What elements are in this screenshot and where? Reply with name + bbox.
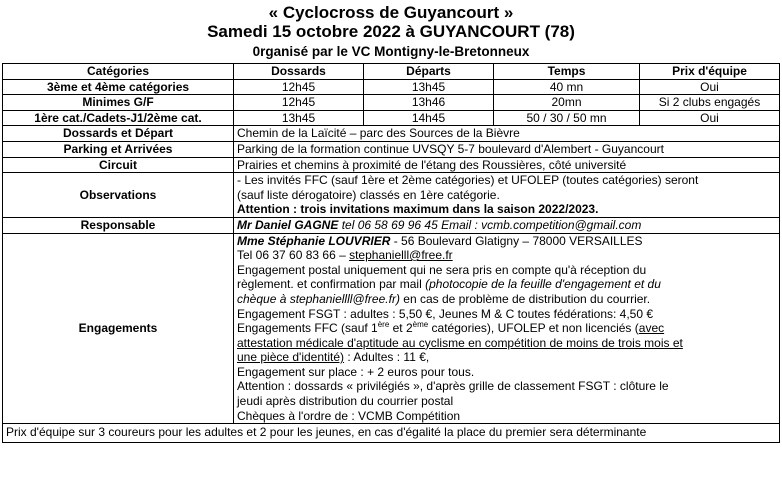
responsable-label: Responsable [3,217,234,233]
info-row-dossards [3,126,780,142]
ffc-text: catégories), UFOLEP et non licenciés ( [428,321,639,336]
row-category: Minimes G/F [3,95,234,111]
ffc-sup: ème [412,320,429,330]
engagements-contact [237,234,776,249]
footer-note: Prix d'équipe sur 3 coureurs pour les adultes et 2 pour les jeunes, en cas d'égalité la place du premier sera déterminante [3,424,780,443]
ffc-text: et 2 [389,321,413,336]
dossards-label: Dossards et Départ [3,126,234,142]
engagements-postal-text: en cas de problème de distribution du courrier. [399,291,651,306]
parking-label: Parking et Arrivées [3,141,234,157]
row-category: 3ème et 4ème catégories [3,79,234,95]
row-prix: Oui [640,79,780,95]
engagements-phone [237,248,776,263]
col-header-temps: Temps [494,64,640,80]
engagements-address: - 56 Boulevard Glatigny – 78000 VERSAILLES [390,233,643,248]
info-row-parking [3,141,780,157]
engagements-label: Engagements [3,233,234,424]
responsable-contact: tel 06 58 69 96 45 Email : vcmb.competition@gmail.com [338,217,642,232]
engagements-email-link[interactable]: stephanielll@free.fr [349,248,453,263]
table-header-row [3,64,780,80]
engagements-place: Engagement sur place : + 2 euros pour tous. [237,364,475,379]
row-temps: 40 mn [494,79,640,95]
row-prix: Si 2 clubs engagés [640,95,780,111]
engagements-cheques: Chèques à l'ordre de : VCMB Compétition [237,408,461,423]
info-row-responsable [3,217,780,233]
ffc-sup: ère [377,320,390,330]
circuit-label: Circuit [3,157,234,173]
col-header-prix: Prix d'équipe [640,64,780,80]
engagements-postal-text: règlement. et confirmation par mail [237,277,426,292]
parking-value: Parking de la formation continue UVSQY 5-7 boulevard d'Alembert - Guyancourt [234,141,780,157]
event-date: Samedi 15 octobre 2022 à GUYANCOURT (78) [207,22,575,41]
row-category: 1ère cat./Cadets-J1/2ème cat. [3,110,234,126]
observations-label: Observations [3,173,234,218]
engagements-tel: Tel 06 37 60 83 66 – [237,248,350,263]
row-depart: 14h45 [364,110,494,126]
engagements-attention: jeudi après distribution du courrier postal [237,394,454,409]
table-row [3,79,780,95]
col-header-categories: Catégories [3,64,234,80]
responsable-name: Mr Daniel GAGNE [237,217,339,232]
row-temps: 50 / 30 / 50 mn [494,110,640,126]
observations-line: (sauf liste dérogatoire) classés en 1ère catégorie. [237,187,500,202]
row-prix: Oui [640,110,780,126]
ffc-underlined: avec [638,321,665,336]
row-dossards: 12h45 [234,79,364,95]
footer-row [3,424,780,443]
info-row-engagements [3,233,780,424]
responsable-value [234,217,780,233]
ffc-text: Engagements FFC (sauf 1 [237,321,378,336]
event-table [2,63,780,443]
ffc-text: : Adultes : 11 €, [344,350,430,365]
row-dossards: 12h45 [234,95,364,111]
engagements-postal: Engagement postal uniquement qui ne sera pris en compte qu'à réception du [237,262,647,277]
table-row [3,95,780,111]
row-depart: 13h45 [364,79,494,95]
col-header-departs: Départs [364,64,494,80]
col-header-dossards: Dossards [234,64,364,80]
observations-value [234,173,780,218]
row-depart: 13h46 [364,95,494,111]
table-row [3,110,780,126]
circuit-value: Prairies et chemins à proximité de l'étang des Roussières, côté université [234,157,780,173]
engagements-postal-italic: (photocopie de la feuille d'engagement et du [425,277,661,292]
engagements-ffc [237,321,776,336]
event-organizer: 0rganisé par le VC Montigny-le-Bretonneux [252,44,530,59]
ffc-underlined: une pièce d'identité) [237,350,345,365]
engagements-postal-italic: chèque à stephaniellll@free.fr) [237,291,400,306]
row-dossards: 13h45 [234,110,364,126]
engagements-ffc-line [237,350,776,365]
event-title: « Cyclocross de Guyancourt » [268,3,514,22]
info-row-observations [3,173,780,218]
dossards-value: Chemin de la Laïcité – parc des Sources de la Bièvre [234,126,780,142]
engagements-ffc-line: attestation médicale d'aptitude au cyclisme en compétition de moins de trois mois et [237,335,683,350]
engagements-value [234,233,780,424]
observations-line: - Les invités FFC (sauf 1ère et 2ème catégories) et UFOLEP (toutes catégories) seront [237,173,699,188]
engagements-attention: Attention : dossards « privilégiés », d'après grille de classement FSGT : clôture le [237,379,669,394]
row-temps: 20mn [494,95,640,111]
engagements-name: Mme Stéphanie LOUVRIER [237,233,391,248]
observations-attention: Attention : trois invitations maximum dans la saison 2022/2023. [237,202,599,217]
engagements-postal [237,292,776,307]
info-row-circuit [3,157,780,173]
engagements-postal [237,277,776,292]
engagements-fsgt: Engagement FSGT : adultes : 5,50 €, Jeunes M & C toutes fédérations: 4,50 € [237,306,654,321]
